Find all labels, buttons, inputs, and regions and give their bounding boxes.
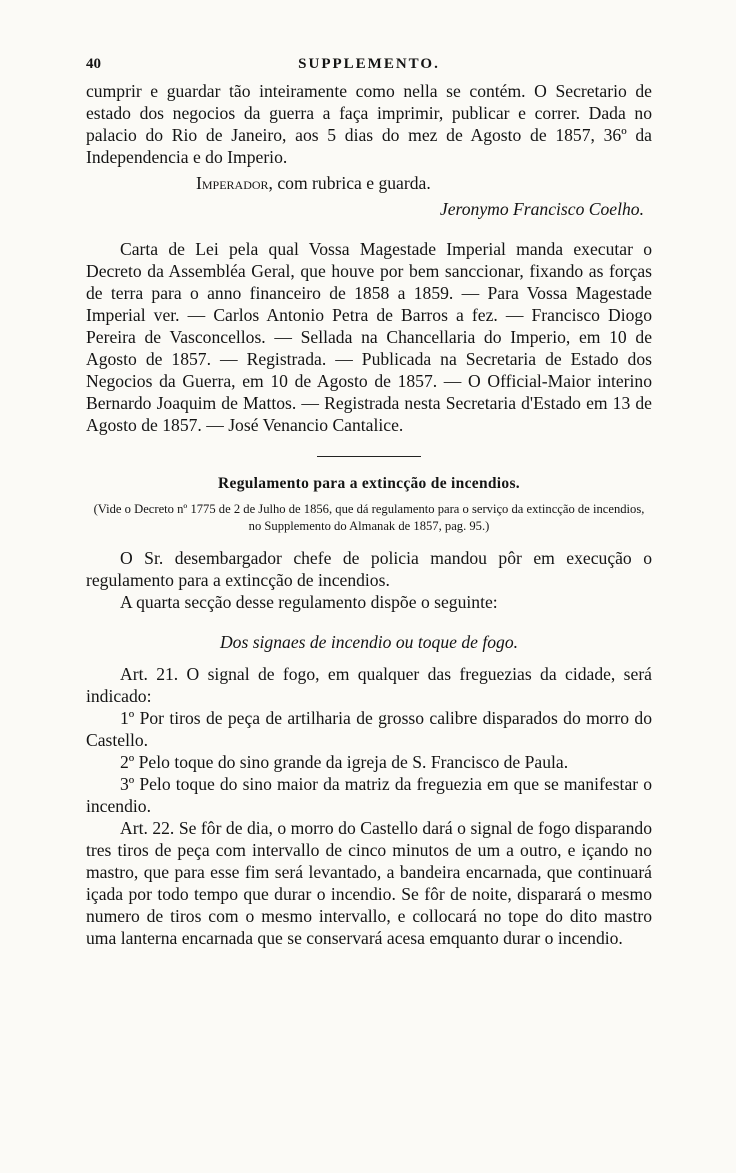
article-21: Art. 21. O signal de fogo, em qualquer das freguezias da cidade, será indicado:	[86, 664, 652, 706]
article-21-item-3: 3º Pelo toque do sino maior da matriz da freguezia em que se manifestar o incendio.	[86, 774, 652, 816]
regulamento-note: (Vide o Decreto nº 1775 de 2 de Julho de 1856, que dá regulamento para o serviço da extincção de incendios, no Supplemento do Almanak de 1857, pag. 95.)	[93, 502, 645, 533]
signer-name: Jeronymo Francisco Coelho.	[439, 199, 644, 219]
regulamento-intro: O Sr. desembargador chefe de policia mandou pôr em execução o regulamento para a extincção de incendios.	[86, 548, 652, 590]
running-head: SUPPLEMENTO.	[298, 56, 440, 72]
carta-de-lei-paragraph: Carta de Lei pela qual Vossa Magestade Imperial manda executar o Decreto da Assembléa Geral, que houve por bem sanccionar, fixando as forças de terra para o anno financeiro de 1858 a 1859. — Para Vossa Magestade Imperial ver. — Carlos Antonio Petra de Barros a fez. — Francisco Diogo Pereira de Vasconcellos. — Sellada na Chancellaria do Imperio, em 10 de Agosto de 1857. — Registrada. — Publicada na Secretaria de Estado dos Negocios da Guerra, em 10 de Agosto de 1857. — O Official-Maior interino Bernardo Joaquim de Mattos. — Registrada nesta Secretaria d'Estado em 13 de Agosto de 1857. — José Venancio Cantalice.	[86, 239, 652, 435]
section-heading: Dos signaes de incendio ou toque de fogo.	[219, 632, 519, 652]
article-21-item-2: 2º Pelo toque do sino grande da igreja de S. Francisco de Paula.	[120, 752, 569, 772]
signature-line	[86, 172, 652, 194]
section-divider	[317, 456, 421, 457]
article-21-item-1: 1º Por tiros de peça de artilharia de grosso calibre disparados do morro do Castello.	[86, 708, 652, 750]
signature-title: Imperador	[196, 173, 269, 193]
quarta-seccao: A quarta secção desse regulamento dispõe o seguinte:	[120, 592, 498, 612]
signature-rest: , com rubrica e guarda.	[268, 173, 431, 193]
article-22: Art. 22. Se fôr de dia, o morro do Castello dará o signal de fogo disparando tres tiros de peça com intervallo de cinco minutos de um a outro, e içando no mastro, que para esse fim será levantado, a bandeira encarnada, que continuará içada por todo tempo que durar o incendio. Se fôr de noite, disparará o mesmo numero de tiros com o mesmo intervallo, e collocará no tope do dito mastro uma lanterna encarnada que se conservará acesa emquanto durar o incendio.	[86, 818, 652, 948]
page-number: 40	[86, 56, 101, 72]
regulamento-title: Regulamento para a extincção de incendios.	[218, 475, 520, 492]
decree-paragraph: cumprir e guardar tão inteiramente como nella se contém. O Secretario de estado dos negocios da guerra a faça imprimir, publicar e correr. Dada no palacio do Rio de Janeiro, aos 5 dias do mez de Agosto de 1857, 36º da Independencia e do Imperio.	[86, 81, 652, 167]
page-header	[86, 56, 652, 80]
